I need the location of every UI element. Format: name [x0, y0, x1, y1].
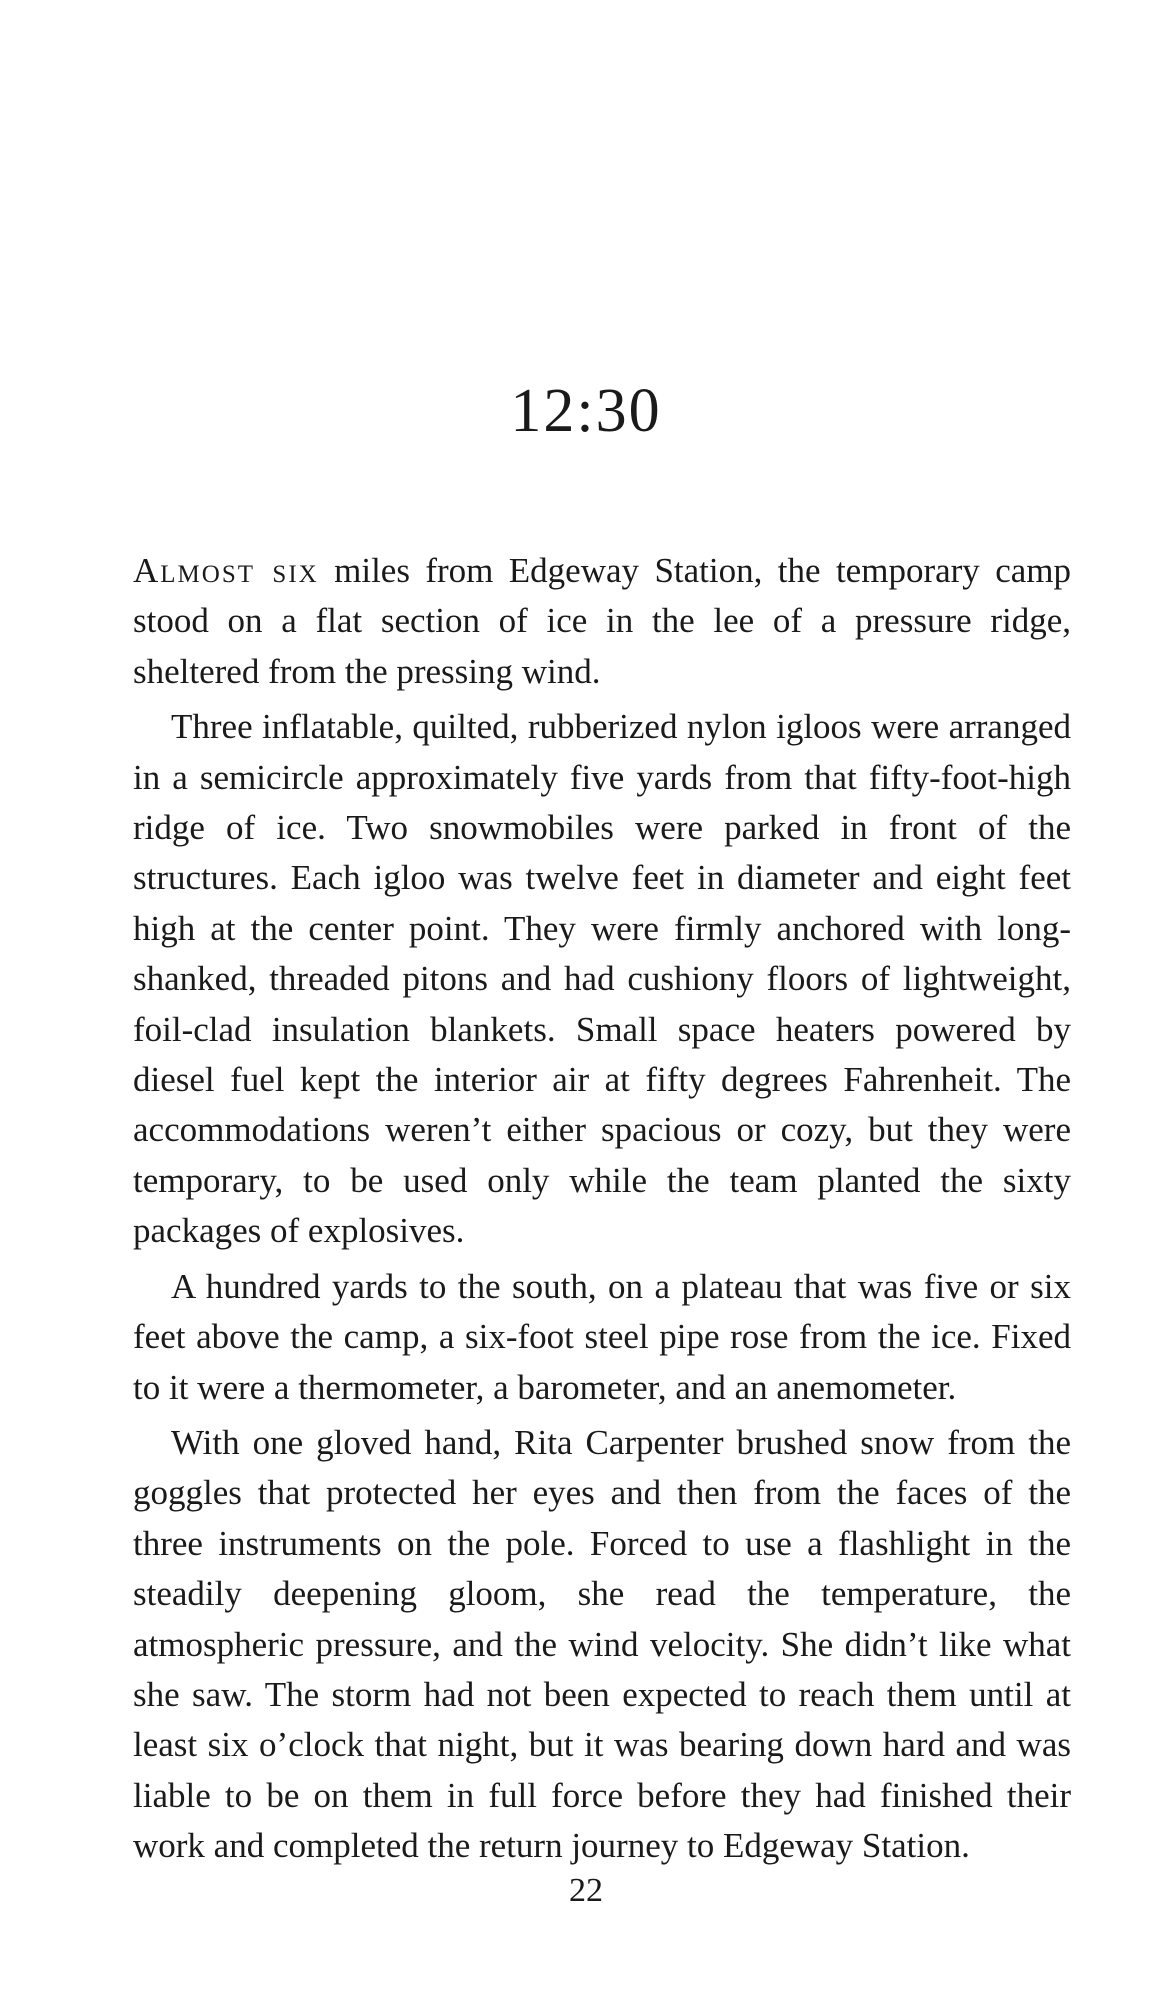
body-text — [133, 546, 1071, 1872]
paragraph-1 — [133, 546, 1071, 697]
paragraph-4: With one gloved hand, Rita Carpenter brushed snow from the goggles that protected her eyes and then from the faces of the three instruments on the pole. Forced to use a flashlight in the steadily deepening gloom, she read the temperature, the atmospheric pressure, and the wind velocity. She didn’t like what she saw. The storm had not been expected to reach them until at least six o’clock that night, but it was bearing down hard and was liable to be on them in full force before they had finished their work and completed the return journey to Edgeway Station. — [133, 1422, 1071, 1866]
page-number: 22 — [569, 1872, 603, 1909]
paragraph-3: A hundred yards to the south, on a plateau that was five or six feet above the camp, a six-foot steel pipe rose from the ice. Fixed to it were a thermometer, a barometer, and an anemometer. — [133, 1266, 1071, 1407]
paragraph-2: Three inflatable, quilted, rubberized nylon igloos were arranged in a semicircle approximately five yards from that fifty-foot-high ridge of ice. Two snowmobiles were parked in front of the structures. Each igloo was twelve feet in diameter and eight feet high at the center point. They were firmly anchored with long-shanked, threaded pitons and had cushiony floors of lightweight, foil-clad insulation blankets. Small space heaters powered by diesel fuel kept the interior air at fifty degrees Fahrenheit. The accommodations weren’t either spacious or cozy, but they were temporary, to be used only while the team planted the sixty packages of explosives. — [133, 707, 1071, 1251]
chapter-title: 12:30 — [510, 377, 662, 445]
paragraph-lead-in: Almost six — [133, 551, 319, 590]
paragraph-1-text: miles from Edgeway Station, the temporary camp stood on a flat section of ice in the lee of a pressure ridge, sheltered from the pressing wind. — [133, 551, 1071, 691]
